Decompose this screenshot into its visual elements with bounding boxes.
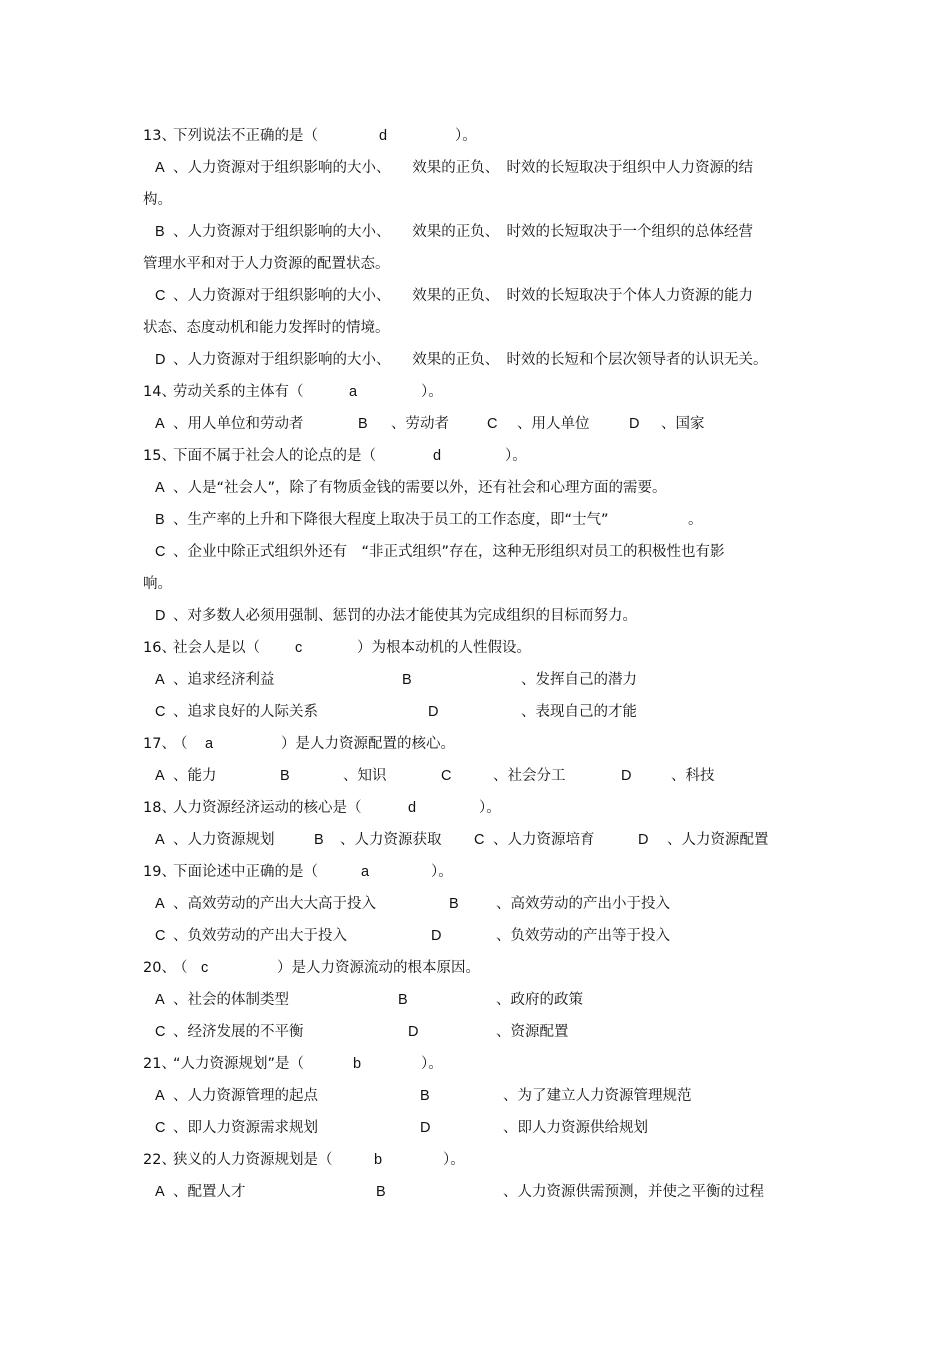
option-text: 、负效劳动的产出大于投入: [173, 928, 347, 944]
option-letter: D: [621, 768, 632, 784]
option-line: [143, 540, 783, 564]
option-text: 、高效劳动的产出大大高于投入: [173, 896, 376, 912]
option-text: 、追求良好的人际关系: [173, 704, 318, 720]
option-line: [143, 508, 783, 532]
question-20-stem: [143, 956, 783, 980]
answer-text: b: [353, 1056, 362, 1072]
question-15-stem: [143, 444, 783, 468]
options-row: [143, 412, 783, 436]
option-text: 、人力资源培育: [493, 832, 595, 848]
question-number: 17、: [143, 736, 176, 752]
option-letter: D: [428, 704, 439, 720]
option-text: 、人力资源对于组织影响的大小、 效果的正负、 时效的长短和个层次领导者的认识无关。: [173, 352, 768, 368]
option-letter: C: [155, 288, 166, 304]
question-22-stem: [143, 1148, 783, 1172]
option-text: 、经济发展的不平衡: [173, 1024, 304, 1040]
option-letter: C: [155, 1024, 166, 1040]
option-letter: C: [155, 544, 166, 560]
question-number: 22、: [143, 1152, 176, 1168]
option-letter: A: [155, 416, 165, 432]
question-number: 13、: [143, 128, 176, 144]
options-row: [143, 1180, 783, 1204]
question-text: “人力资源规划”是（: [173, 1056, 305, 1072]
question-text: （: [173, 736, 188, 752]
answer-text: a: [205, 736, 214, 752]
question-number: 16、: [143, 640, 176, 656]
option-text: 、能力: [173, 768, 217, 784]
option-text: 、人是“社会人”，除了有物质金钱的需要以外，还有社会和心理方面的需要。: [173, 480, 667, 496]
option-letter: D: [629, 416, 640, 432]
options-row: [143, 1084, 783, 1108]
option-line: [143, 348, 783, 372]
question-close: ）。: [431, 864, 453, 880]
question-number: 20、: [143, 960, 176, 976]
option-text: 、人力资源供需预测，并使之平衡的过程: [503, 1184, 764, 1200]
options-row: [143, 924, 783, 948]
option-line: [143, 284, 783, 308]
question-19-stem: [143, 860, 783, 884]
options-row: [143, 700, 783, 724]
option-text: 、表现自己的才能: [521, 704, 637, 720]
question-close: ）。: [421, 384, 443, 400]
answer-text: a: [349, 384, 358, 400]
option-text: 状态、态度动机和能力发挥时的情境。: [143, 320, 390, 336]
option-letter: B: [376, 1184, 386, 1200]
option-letter: D: [155, 608, 166, 624]
option-text: 、发挥自己的潜力: [521, 672, 637, 688]
option-letter: B: [155, 512, 165, 528]
option-letter: B: [358, 416, 368, 432]
option-line: [143, 476, 783, 500]
option-letter: B: [280, 768, 290, 784]
option-letter: B: [155, 224, 165, 240]
question-text: 狭义的人力资源规划是（: [173, 1152, 333, 1168]
option-letter: A: [155, 672, 165, 688]
option-letter: A: [155, 1088, 165, 1104]
option-text: 、即人力资源需求规划: [173, 1120, 318, 1136]
answer-text: c: [201, 960, 209, 976]
answer-text: b: [374, 1152, 383, 1168]
option-text: 、追求经济利益: [173, 672, 275, 688]
option-text: 、人力资源规划: [173, 832, 275, 848]
options-row: [143, 1020, 783, 1044]
question-text: 人力资源经济运动的核心是（: [173, 800, 362, 816]
options-row: [143, 988, 783, 1012]
option-text: 、生产率的上升和下降很大程度上取决于员工的工作态度，即“士气”: [173, 512, 609, 528]
question-close: ）。: [421, 1056, 443, 1072]
question-21-stem: [143, 1052, 783, 1076]
option-text: 、政府的政策: [496, 992, 583, 1008]
question-number: 21、: [143, 1056, 176, 1072]
option-text: 、即人力资源供给规划: [503, 1120, 648, 1136]
option-tail: 。: [688, 512, 703, 528]
options-row: [143, 764, 783, 788]
option-text: 、社会分工: [493, 768, 566, 784]
option-text: 、知识: [343, 768, 387, 784]
option-text: 、人力资源管理的起点: [173, 1088, 318, 1104]
option-letter: C: [155, 928, 166, 944]
option-letter: B: [449, 896, 459, 912]
option-text: 、企业中除正式组织外还有 “非正式组织”存在，这种无形组织对员工的积极性也有影: [173, 544, 725, 560]
option-letter: C: [155, 1120, 166, 1136]
option-text: 、为了建立人力资源管理规范: [503, 1088, 692, 1104]
option-text: 、国家: [661, 416, 705, 432]
option-text: 、负效劳动的产出等于投入: [496, 928, 670, 944]
option-text: 、用人单位: [517, 416, 590, 432]
option-letter: B: [402, 672, 412, 688]
option-continuation: [143, 188, 783, 212]
question-16-stem: [143, 636, 783, 660]
option-text: 、人力资源对于组织影响的大小、 效果的正负、 时效的长短取决于一个组织的总体经营: [173, 224, 753, 240]
question-close: ）为根本动机的人性假设。: [357, 640, 531, 656]
option-text: 、用人单位和劳动者: [173, 416, 304, 432]
question-close: ）。: [479, 800, 501, 816]
option-letter: A: [155, 992, 165, 1008]
option-continuation: [143, 252, 783, 276]
question-text: 下列说法不正确的是（: [173, 128, 318, 144]
question-14-stem: [143, 380, 783, 404]
option-text: 响。: [143, 576, 172, 592]
question-close: ）。: [505, 448, 527, 464]
option-line: [143, 604, 783, 628]
option-text: 、科技: [671, 768, 715, 784]
options-row: [143, 828, 783, 852]
option-letter: A: [155, 832, 165, 848]
option-text: 、高效劳动的产出小于投入: [496, 896, 670, 912]
question-text: 下面论述中正确的是（: [173, 864, 318, 880]
option-text: 、劳动者: [391, 416, 449, 432]
question-close: ）。: [455, 128, 477, 144]
question-13-stem: [143, 124, 783, 148]
options-row: [143, 668, 783, 692]
question-close: ）是人力资源配置的核心。: [281, 736, 455, 752]
option-letter: A: [155, 768, 165, 784]
option-text: 、资源配置: [496, 1024, 569, 1040]
option-text: 、社会的体制类型: [173, 992, 289, 1008]
option-letter: A: [155, 896, 165, 912]
option-letter: D: [408, 1024, 419, 1040]
option-letter: D: [420, 1120, 431, 1136]
option-letter: D: [431, 928, 442, 944]
answer-text: d: [379, 128, 388, 144]
option-text: 、人力资源配置: [667, 832, 769, 848]
option-letter: A: [155, 480, 165, 496]
option-text: 构。: [143, 192, 172, 208]
option-letter: C: [441, 768, 452, 784]
option-letter: D: [638, 832, 649, 848]
question-17-stem: [143, 732, 783, 756]
question-close: ）是人力资源流动的根本原因。: [277, 960, 480, 976]
option-continuation: [143, 316, 783, 340]
question-text: 下面不属于社会人的论点的是（: [173, 448, 376, 464]
option-text: 、人力资源对于组织影响的大小、 效果的正负、 时效的长短取决于组织中人力资源的结: [173, 160, 753, 176]
answer-text: a: [361, 864, 370, 880]
option-text: 、配置人才: [173, 1184, 246, 1200]
option-line: [143, 220, 783, 244]
answer-text: d: [408, 800, 417, 816]
question-text: （: [173, 960, 188, 976]
option-letter: C: [474, 832, 485, 848]
answer-text: c: [295, 640, 303, 656]
option-continuation: [143, 572, 783, 596]
option-text: 管理水平和对于人力资源的配置状态。: [143, 256, 390, 272]
option-line: [143, 156, 783, 180]
question-number: 19、: [143, 864, 176, 880]
question-close: ）。: [443, 1152, 465, 1168]
question-number: 18、: [143, 800, 176, 816]
option-text: 、对多数人必须用强制、惩罚的办法才能使其为完成组织的目标而努力。: [173, 608, 637, 624]
question-number: 14、: [143, 384, 176, 400]
option-letter: D: [155, 352, 166, 368]
option-text: 、人力资源获取: [340, 832, 442, 848]
question-18-stem: [143, 796, 783, 820]
option-letter: B: [398, 992, 408, 1008]
options-row: [143, 1116, 783, 1140]
option-letter: A: [155, 160, 165, 176]
question-text: 劳动关系的主体有（: [173, 384, 304, 400]
option-letter: C: [487, 416, 498, 432]
option-text: 、人力资源对于组织影响的大小、 效果的正负、 时效的长短取决于个体人力资源的能力: [173, 288, 753, 304]
option-letter: B: [420, 1088, 430, 1104]
options-row: [143, 892, 783, 916]
question-text: 社会人是以（: [173, 640, 260, 656]
question-number: 15、: [143, 448, 176, 464]
option-letter: B: [314, 832, 324, 848]
option-letter: A: [155, 1184, 165, 1200]
option-letter: C: [155, 704, 166, 720]
answer-text: d: [433, 448, 442, 464]
